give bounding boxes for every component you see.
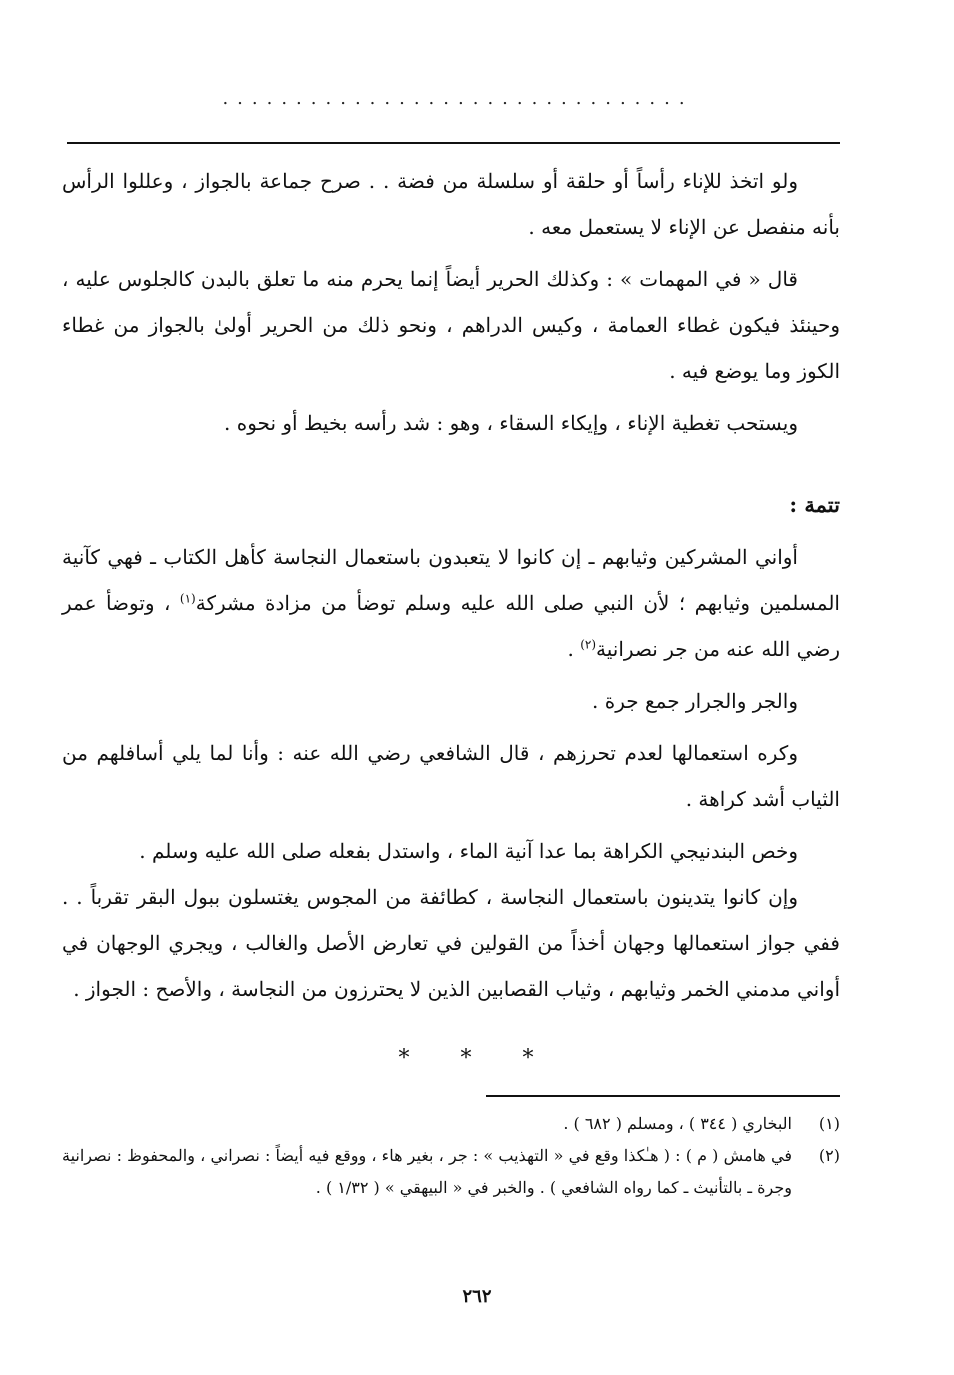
footnote-number: (١) xyxy=(818,1114,840,1133)
footnote-number: (٢) xyxy=(818,1146,840,1165)
paragraph-7: وخص البندنيجي الكراهة بما عدا آنية الماء ، واستدل بفعله صلى الله عليه وسلم . xyxy=(139,839,798,863)
paragraph-4 xyxy=(62,534,840,672)
footnote-ref-2: (٢) xyxy=(580,637,597,652)
paragraph-4-part-b: ، وتوضأ عمر رضي الله عنه من جر نصرانية xyxy=(62,591,840,661)
section-heading: تتمة : xyxy=(789,492,840,517)
paragraph-2: قال « في المهمات » : وكذلك الحرير أيضاً إنما يحرم منه ما تعلق بالبدن كالجلوس عليه ، وحينئذ فيكون غطاء العمامة ، وكيس الدراهم ، ونحو ذلك من الحرير أولىٰ بالجواز من غطاء الكوز وما يوضع فيه . xyxy=(62,267,840,383)
paragraph-1: ولو اتخذ للإناء رأساً أو حلقة أو سلسلة من فضة . . صرح جماعة بالجواز ، وعللوا الرأس بأنه منفصل عن الإناء لا يستعمل معه . xyxy=(62,169,840,239)
footnote-text: البخاري ( ٣٤٤ ) ، ومسلم ( ٦٨٢ ) . xyxy=(563,1114,792,1133)
section-separator: * * * xyxy=(398,1046,556,1071)
paragraph-6: وكره استعمالها لعدم تحرزهم ، قال الشافعي رضي الله عنه : وأنا لما يلي أسافلهم من الثياب أشد كراهة . xyxy=(62,741,840,811)
header-rule xyxy=(67,142,840,144)
footnotes xyxy=(62,1108,840,1204)
footnote-2 xyxy=(62,1140,840,1204)
paragraph-3: ويستحب تغطية الإناء ، وإيكاء السقاء ، وهو : شد رأسه بخيط أو نحوه . xyxy=(224,411,798,435)
main-text xyxy=(62,158,840,1012)
page-number: ٢٦٢ xyxy=(462,1286,492,1307)
footnote-ref-1: (١) xyxy=(179,591,196,606)
header-dots: ................................ xyxy=(222,88,694,109)
paragraph-8: وإن كانوا يتدينون باستعمال النجاسة ، كطائفة من المجوس يغتسلون ببول البقر تقرباً . . ففي جواز استعمالها وجهان أخذاً من القولين في تعارض الأصل والغالب ، ويجري الوجهان في أواني مدمني الخمر وثيابهم ، وثياب القصابين الذين لا يحترزون من النجاسة ، والأصح : الجواز . xyxy=(62,885,840,1001)
footnote-rule xyxy=(486,1095,840,1097)
footnote-text: في هامش ( م ) : ( هـٰكذا وقع في « التهذيب » : جر ، بغير هاء ، ووقع فيه أيضاً : نصراني ، والمحفوظ : نصرانية وجرة ـ بالتأنيث ـ كما رواه الشافعي ) . والخبر في « البيهقي » ( ١/٣٢ ) . xyxy=(62,1146,792,1197)
paragraph-5: والجر والجرار جمع جرة . xyxy=(592,689,798,713)
paragraph-4-part-a: أواني المشركين وثيابهم ـ إن كانوا لا يتعبدون باستعمال النجاسة كأهل الكتاب ـ فهي كآنية المسلمين وثيابهم ؛ لأن النبي صلى الله عليه وسلم توضأ من مزادة مشركة xyxy=(62,545,840,615)
footnote-1 xyxy=(62,1108,840,1140)
paragraph-4-part-c: . xyxy=(567,637,581,661)
